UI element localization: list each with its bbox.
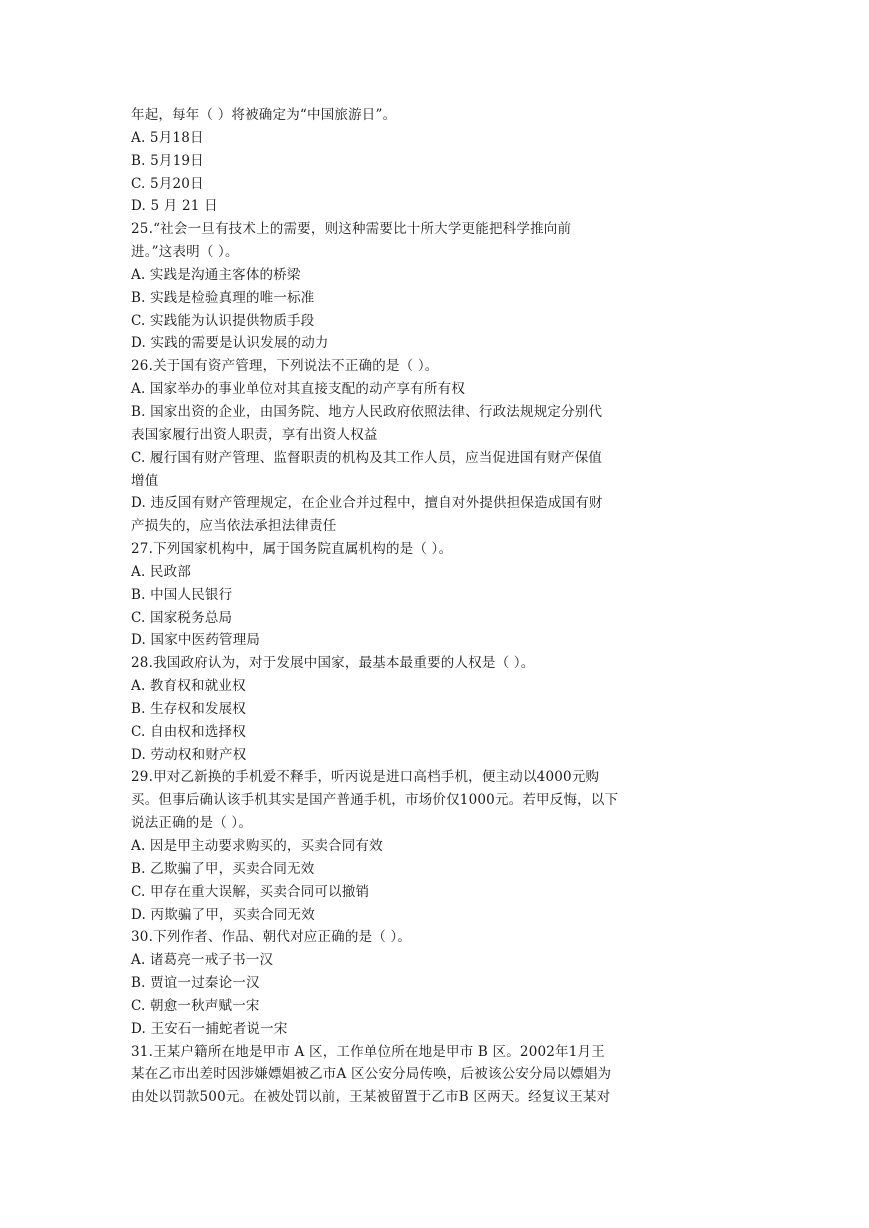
text-line: D. 实践的需要是认识发展的动力 xyxy=(131,335,329,352)
text-line: D. 劳动权和财产权 xyxy=(131,746,247,763)
text-line: 年起，每年（ ）将被确定为“中国旅游日”。 xyxy=(131,107,397,123)
text-line: C. 国家税务总局 xyxy=(131,609,233,626)
text-line: B. 贾谊一过秦论一汉 xyxy=(131,975,260,992)
text-line: 说法正确的是（ ）。 xyxy=(131,815,253,832)
text-line: D. 5 月 21 日 xyxy=(131,198,218,215)
text-line: C. 实践能为认识提供物质手段 xyxy=(131,312,315,329)
text-line: 某在乙市出差时因涉嫌嫖娼被乙市A 区公安分局传唤，后被该公安分局以嫖娼为 xyxy=(131,1066,612,1083)
text-line: 产损失的，应当依法承担法律责任 xyxy=(131,518,337,535)
text-line: B. 中国人民银行 xyxy=(131,586,233,603)
text-line: C. 自由权和选择权 xyxy=(131,723,246,740)
document-body xyxy=(131,104,671,1109)
text-line: D. 国家中医药管理局 xyxy=(131,632,261,649)
text-line: B. 乙欺骗了甲，买卖合同无效 xyxy=(131,860,315,877)
text-line: C. 朝愈一秋声赋一宋 xyxy=(131,997,260,1014)
text-line: 由处以罚款500元。在被处罚以前，王某被留置于乙市B 区两天。经复议王某对 xyxy=(131,1089,611,1106)
text-line: A. 民政部 xyxy=(131,563,192,580)
text-line: A. 教育权和就业权 xyxy=(131,678,246,695)
text-line: 31.王某户籍所在地是甲市 A 区，工作单位所在地是甲市 B 区。2002年1月王 xyxy=(131,1043,605,1060)
text-line: B. 实践是检验真理的唯一标准 xyxy=(131,289,315,306)
text-line: C. 履行国有财产管理、监督职责的机构及其工作人员，应当促进国有财产保值 xyxy=(131,449,603,466)
text-line: D. 违反国有财产管理规定，在企业合并过程中，擅自对外提供担保造成国有财 xyxy=(131,495,603,512)
text-line: D. 王安石一捕蛇者说一宋 xyxy=(131,1020,288,1037)
text-line: 29.甲对乙新换的手机爱不释手，听丙说是进口高档手机，便主动以4000元购 xyxy=(131,769,600,786)
text-line: 买。但事后确认该手机其实是国产普通手机，市场价仅1000元。若甲反悔，以下 xyxy=(131,792,619,809)
text-line: 进。”这表明（ ）。 xyxy=(131,244,239,261)
text-line: A. 国家举办的事业单位对其直接支配的动产享有所有权 xyxy=(131,381,466,398)
text-line: 28.我国政府认为，对于发展中国家，最基本最重要的人权是（ ）。 xyxy=(131,655,535,672)
text-line: 30.下列作者、作品、朝代对应正确的是（ ）。 xyxy=(131,929,412,946)
text-line: A. 实践是沟通主客体的桥梁 xyxy=(131,266,301,283)
text-line: 26.关于国有资产管理，下列说法不正确的是（ ）。 xyxy=(131,358,439,375)
text-line: C. 5月20日 xyxy=(131,175,204,192)
text-line: 表国家履行出资人职责，享有出资人权益 xyxy=(131,426,378,443)
text-line: A. 5月18日 xyxy=(131,129,204,146)
text-line: 27.下列国家机构中，属于国务院直属机构的是（ ）。 xyxy=(131,541,453,558)
text-line: B. 生存权和发展权 xyxy=(131,700,247,717)
text-line: A. 诸葛亮一戒子书一汉 xyxy=(131,952,274,969)
text-line: A. 因是甲主动要求购买的，买卖合同有效 xyxy=(131,838,383,854)
text-line: B. 5月19日 xyxy=(131,152,204,169)
text-line: C. 甲存在重大误解，买卖合同可以撤销 xyxy=(131,883,370,900)
text-line: B. 国家出资的企业，由国务院、地方人民政府依照法律、行政法规规定分别代 xyxy=(131,403,603,420)
text-line: D. 丙欺骗了甲，买卖合同无效 xyxy=(131,906,315,923)
text-line: 增值 xyxy=(131,472,159,489)
text-line: 25.“社会一旦有技术上的需要，则这种需要比十所大学更能把科学推向前 xyxy=(131,221,572,238)
